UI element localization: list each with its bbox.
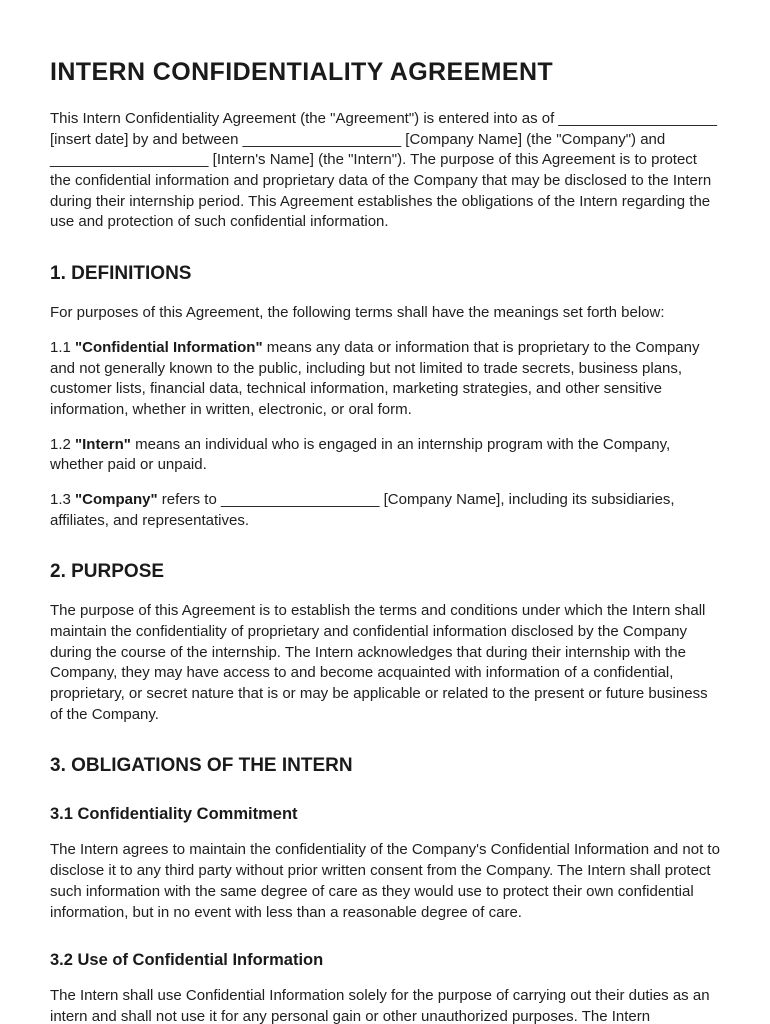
definition-item-1-1: [50, 338, 720, 421]
section-definitions-heading: 1. DEFINITIONS: [50, 263, 192, 285]
subsection-3-2-paragraph: The Intern shall use Confidential Information solely for the purpose of carrying out their duties as an intern and shall not use it for any personal gain or other unauthorized purposes. The Intern: [50, 987, 710, 1024]
definition-1-2-term: "Intern": [75, 435, 131, 453]
definition-item-1-2: [50, 435, 720, 476]
definition-1-2-text: means an individual who is engaged in an internship program with the Company, whether paid or unpaid.: [50, 435, 671, 474]
definition-item-1-3: [50, 490, 720, 531]
definition-1-1-number: 1.1: [50, 338, 76, 356]
section-purpose-heading: 2. PURPOSE: [50, 561, 165, 583]
definition-1-1-text: means any data or information that is proprietary to the Company and not generally known to the public, including but not limited to trade secrets, business plans, customer lists, financial data, technical information, marketing strategies, and other sensitive information, whether in written, electronic, or oral form.: [50, 338, 700, 418]
subsection-3-2-heading: 3.2 Use of Confidential Information: [50, 951, 324, 970]
document-title: INTERN CONFIDENTIALITY AGREEMENT: [50, 58, 554, 86]
intro-paragraph: This Intern Confidentiality Agreement (the "Agreement") is entered into as of ___________________ [insert date] by and between ___________________ [Company Name] (the "Company") and ___________________ [Intern's Name] (the "Intern"). The purpose of this Agreement is to protect the confidential information and proprietary data of the Company that may be disclosed to the Intern during their internship period. This Agreement establishes the obligations of the Intern regarding the use and protection of such confidential information.: [50, 110, 717, 231]
definition-1-3-text: refers to ___________________ [Company Name], including its subsidiaries, affiliates, and representatives.: [50, 490, 675, 529]
subsection-3-1-paragraph: The Intern agrees to maintain the confidentiality of the Company's Confidential Information and not to disclose it to any third party without prior written consent from the Company. The Intern shall protect such information with the same degree of care as they would use to protect their own confidential information, but in no event with less than a reasonable degree of care.: [50, 841, 720, 921]
section-obligations-heading: 3. OBLIGATIONS OF THE INTERN: [50, 755, 353, 777]
definition-1-3-term: "Company": [75, 490, 158, 508]
definition-1-2-number: 1.2: [50, 435, 76, 453]
definition-1-1-term: "Confidential Information": [75, 338, 263, 356]
definitions-lead-paragraph: For purposes of this Agreement, the following terms shall have the meanings set forth below:: [50, 304, 665, 322]
purpose-paragraph: The purpose of this Agreement is to establish the terms and conditions under which the Intern shall maintain the confidentiality of proprietary and confidential information disclosed by the Company during the course of the internship. The Intern acknowledges that during their internship with the Company, they may have access to and become acquainted with information of a confidential, proprietary, or secret nature that is or may be applicable or related to the present or future business of the Company.: [50, 602, 708, 723]
subsection-3-1-heading: 3.1 Confidentiality Commitment: [50, 805, 298, 824]
definition-1-3-number: 1.3: [50, 490, 76, 508]
